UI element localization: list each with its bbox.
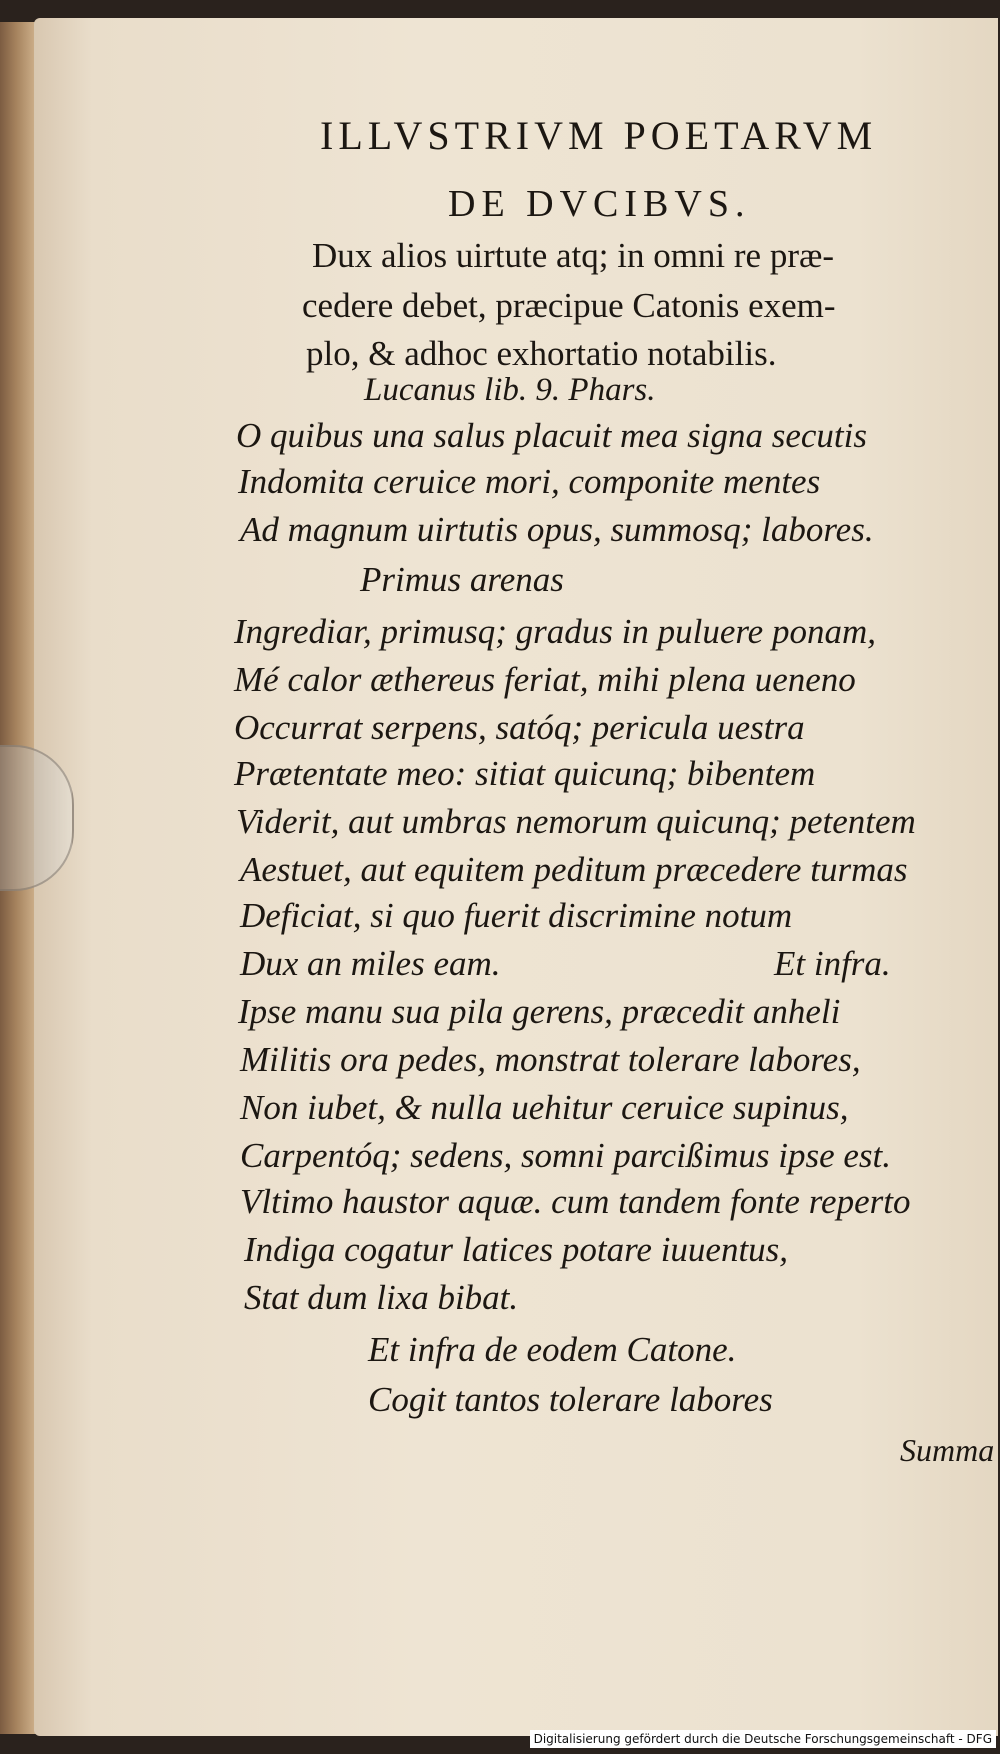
intro-line: plo, & adhoc exhortatio notabilis. [306, 334, 777, 373]
verse-line: Viderit, aut umbras nemorum quicunq; petentem [236, 802, 916, 841]
verse-line: Non iubet, & nulla uehitur ceruice supinus, [240, 1088, 849, 1127]
source-citation: Lucanus lib. 9. Phars. [364, 372, 656, 408]
verse-line: Indomita ceruice mori, componite mentes [238, 462, 821, 501]
running-head: ILLVSTRIVM POETARVM [320, 113, 878, 158]
verse-line: Carpentóq; sedens, somni parcißimus ipse est. [240, 1136, 892, 1175]
verse-line: Prætentate meo: sitiat quicunq; bibentem [234, 754, 816, 793]
digitization-credit: Digitalisierung gefördert durch die Deutsche Forschungsgemeinschaft - DFG [530, 1730, 996, 1748]
verse-line: Stat dum lixa bibat. [244, 1278, 519, 1317]
verse-line: Militis ora pedes, monstrat tolerare labores, [240, 1040, 861, 1079]
verse-line: Primus arenas [360, 560, 564, 599]
verse-line: Deficiat, si quo fuerit discrimine notum [240, 896, 793, 935]
verse-line: Dux an miles eam. [240, 944, 501, 983]
cross-reference: Et infra. [774, 944, 891, 983]
verse-line: Ingrediar, primusq; gradus in puluere ponam, [234, 612, 876, 651]
verse-line: Aestuet, aut equitem peditum præcedere turmas [240, 850, 908, 889]
cross-reference: Et infra de eodem Catone. [368, 1330, 737, 1369]
verse-line: Indiga cogatur latices potare iuuentus, [244, 1230, 789, 1269]
verse-line: O quibus una salus placuit mea signa secutis [236, 416, 867, 455]
intro-line: cedere debet, præcipue Catonis exem- [302, 286, 836, 325]
section-title: DE DVCIBVS. [448, 183, 751, 225]
verse-line: Occurrat serpens, satóq; pericula uestra [234, 708, 805, 747]
catchword: Summa [900, 1432, 995, 1468]
verse-line: Mé calor æthereus feriat, mihi plena ueneno [234, 660, 856, 699]
verse-line: Cogit tantos tolerare labores [368, 1380, 773, 1419]
intro-line: Dux alios uirtute atq; in omni re præ- [312, 236, 834, 275]
verse-line: Vltimo haustor aquæ. cum tandem fonte reperto [240, 1182, 911, 1221]
verse-line: Ad magnum uirtutis opus, summosq; labores. [240, 510, 874, 549]
verse-line: Ipse manu sua pila gerens, præcedit anheli [238, 992, 841, 1031]
